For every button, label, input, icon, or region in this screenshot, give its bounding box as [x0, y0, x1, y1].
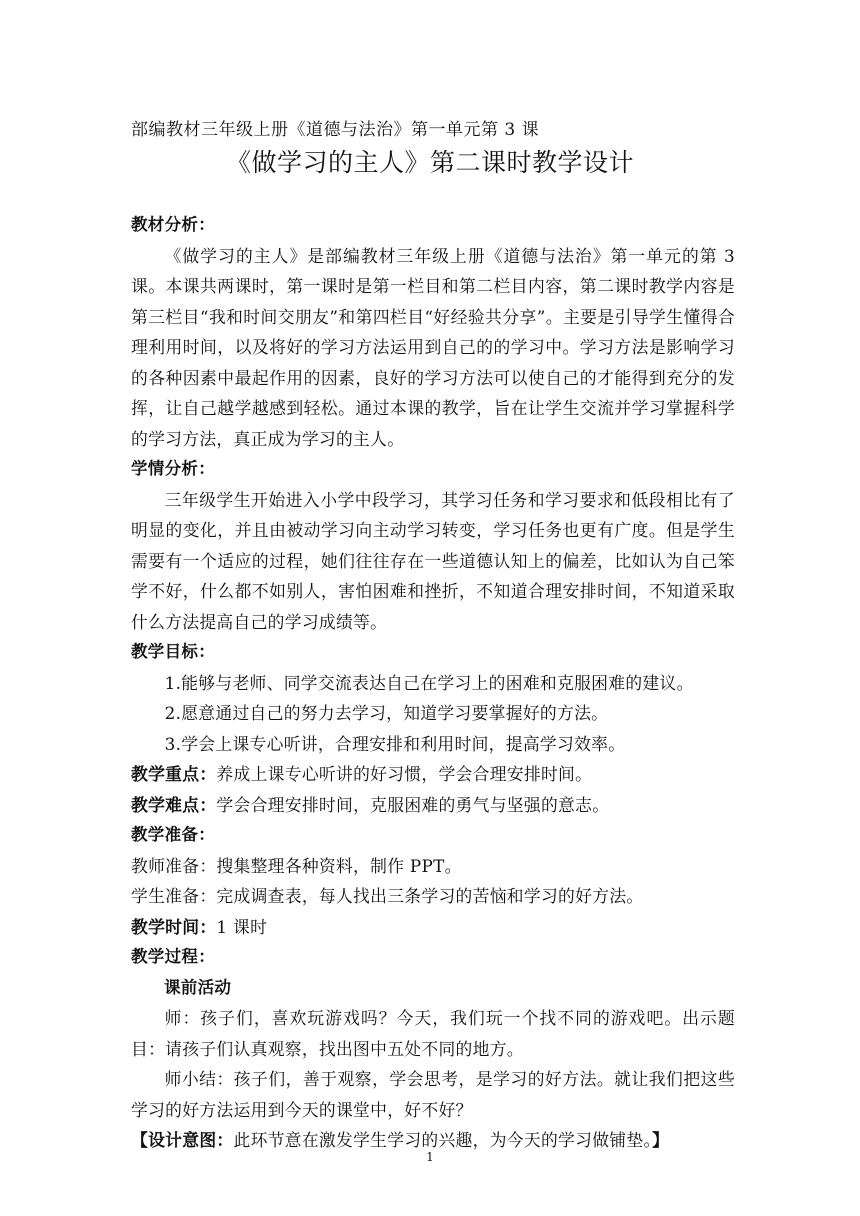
design-intent-text: 此环节意在激发学生学习的兴趣，为今天的学习做铺垫。	[233, 1130, 653, 1150]
goal-item: 2.愿意通过自己的努力去学习，知道学习要掌握好的方法。	[164, 703, 609, 723]
process-paragraph: 师：孩子们，喜欢玩游戏吗？今天，我们玩一个找不同的游戏吧。出示题目：请孩子们认真观察，找出图中五处不同的地方。	[131, 1008, 735, 1059]
document-subtitle: 部编教材三年级上册《道德与法治》第一单元第 3 课	[131, 120, 540, 140]
document-body	[131, 210, 735, 1156]
section-heading-textbook: 教材分析：	[131, 215, 215, 234]
goal-item: 1.能够与老师、同学交流表达自己在学习上的困难和克服困难的建议。	[164, 672, 694, 693]
time-text: 1 课时	[216, 916, 268, 937]
section-heading-goals: 教学目标：	[131, 642, 215, 661]
section-heading-process: 教学过程：	[131, 947, 215, 966]
difficulty-line	[131, 790, 735, 821]
process-paragraph: 师小结：孩子们，善于观察，学会思考，是学习的好方法。就让我们把这些学习的好方法运用到今天的课堂中，好不好？	[131, 1069, 735, 1120]
section-heading-preparation: 教学准备：	[131, 825, 215, 844]
teacher-preparation: 教师准备：搜集整理各种资料，制作 PPT。	[131, 855, 462, 876]
difficulty-label: 教学难点：	[131, 794, 217, 815]
goal-item: 3.学会上课专心听讲，合理安排和利用时间，提高学习效率。	[164, 733, 626, 754]
design-intent-end: 】	[652, 1130, 670, 1150]
design-intent-label: 【设计意图：	[131, 1130, 234, 1150]
key-point-line	[131, 759, 735, 790]
section-heading-students: 学情分析：	[131, 459, 215, 478]
document-title: 《做学习的主人》第二课时教学设计	[225, 148, 634, 177]
student-preparation: 学生准备：完成调查表，每人找出三条学习的苦恼和学习的好方法。	[131, 886, 644, 906]
student-analysis-paragraph: 三年级学生开始进入小学中段学习，其学习任务和学习要求和低段相比有了明显的变化，并且由被动学习向主动学习转变，学习任务也更有广度。但是学生需要有一个适应的过程，她们往往存在一些道德认知上的偏差，比如认为自己笨学不好，什么都不如别人，害怕困难和挫折，不知道合理安排时间，不知道采取什么方法提高自己的学习成绩等。	[131, 489, 735, 632]
textbook-analysis-paragraph: 《做学习的主人》是部编教材三年级上册《道德与法治》第一单元的第 3 课。本课共两课时，第一课时是第一栏目和第二栏目内容，第二课时教学内容是第三栏目“我和时间交朋友”和第四栏目“好经验共分享”。主要是引导学生懂得合理利用时间，以及将好的学习方法运用到自己的的学习中。学习方法是影响学习的各种因素中最起作用的因素，良好的学习方法可以使自己的才能得到充分的发挥，让自己越学越感到轻松。通过本课的教学，旨在让学生交流并学习掌握科学的学习方法，真正成为学习的主人。	[131, 245, 735, 449]
key-point-label: 教学重点：	[131, 764, 217, 784]
difficulty-text: 学会合理安排时间，克服困难的勇气与坚强的意志。	[216, 794, 610, 815]
key-point-text: 养成上课专心听讲的好习惯，学会合理安排时间。	[216, 764, 593, 784]
activity-title: 课前活动	[164, 977, 232, 997]
page-number: 1	[426, 1150, 434, 1164]
time-line	[131, 912, 735, 943]
time-label: 教学时间：	[131, 916, 217, 937]
